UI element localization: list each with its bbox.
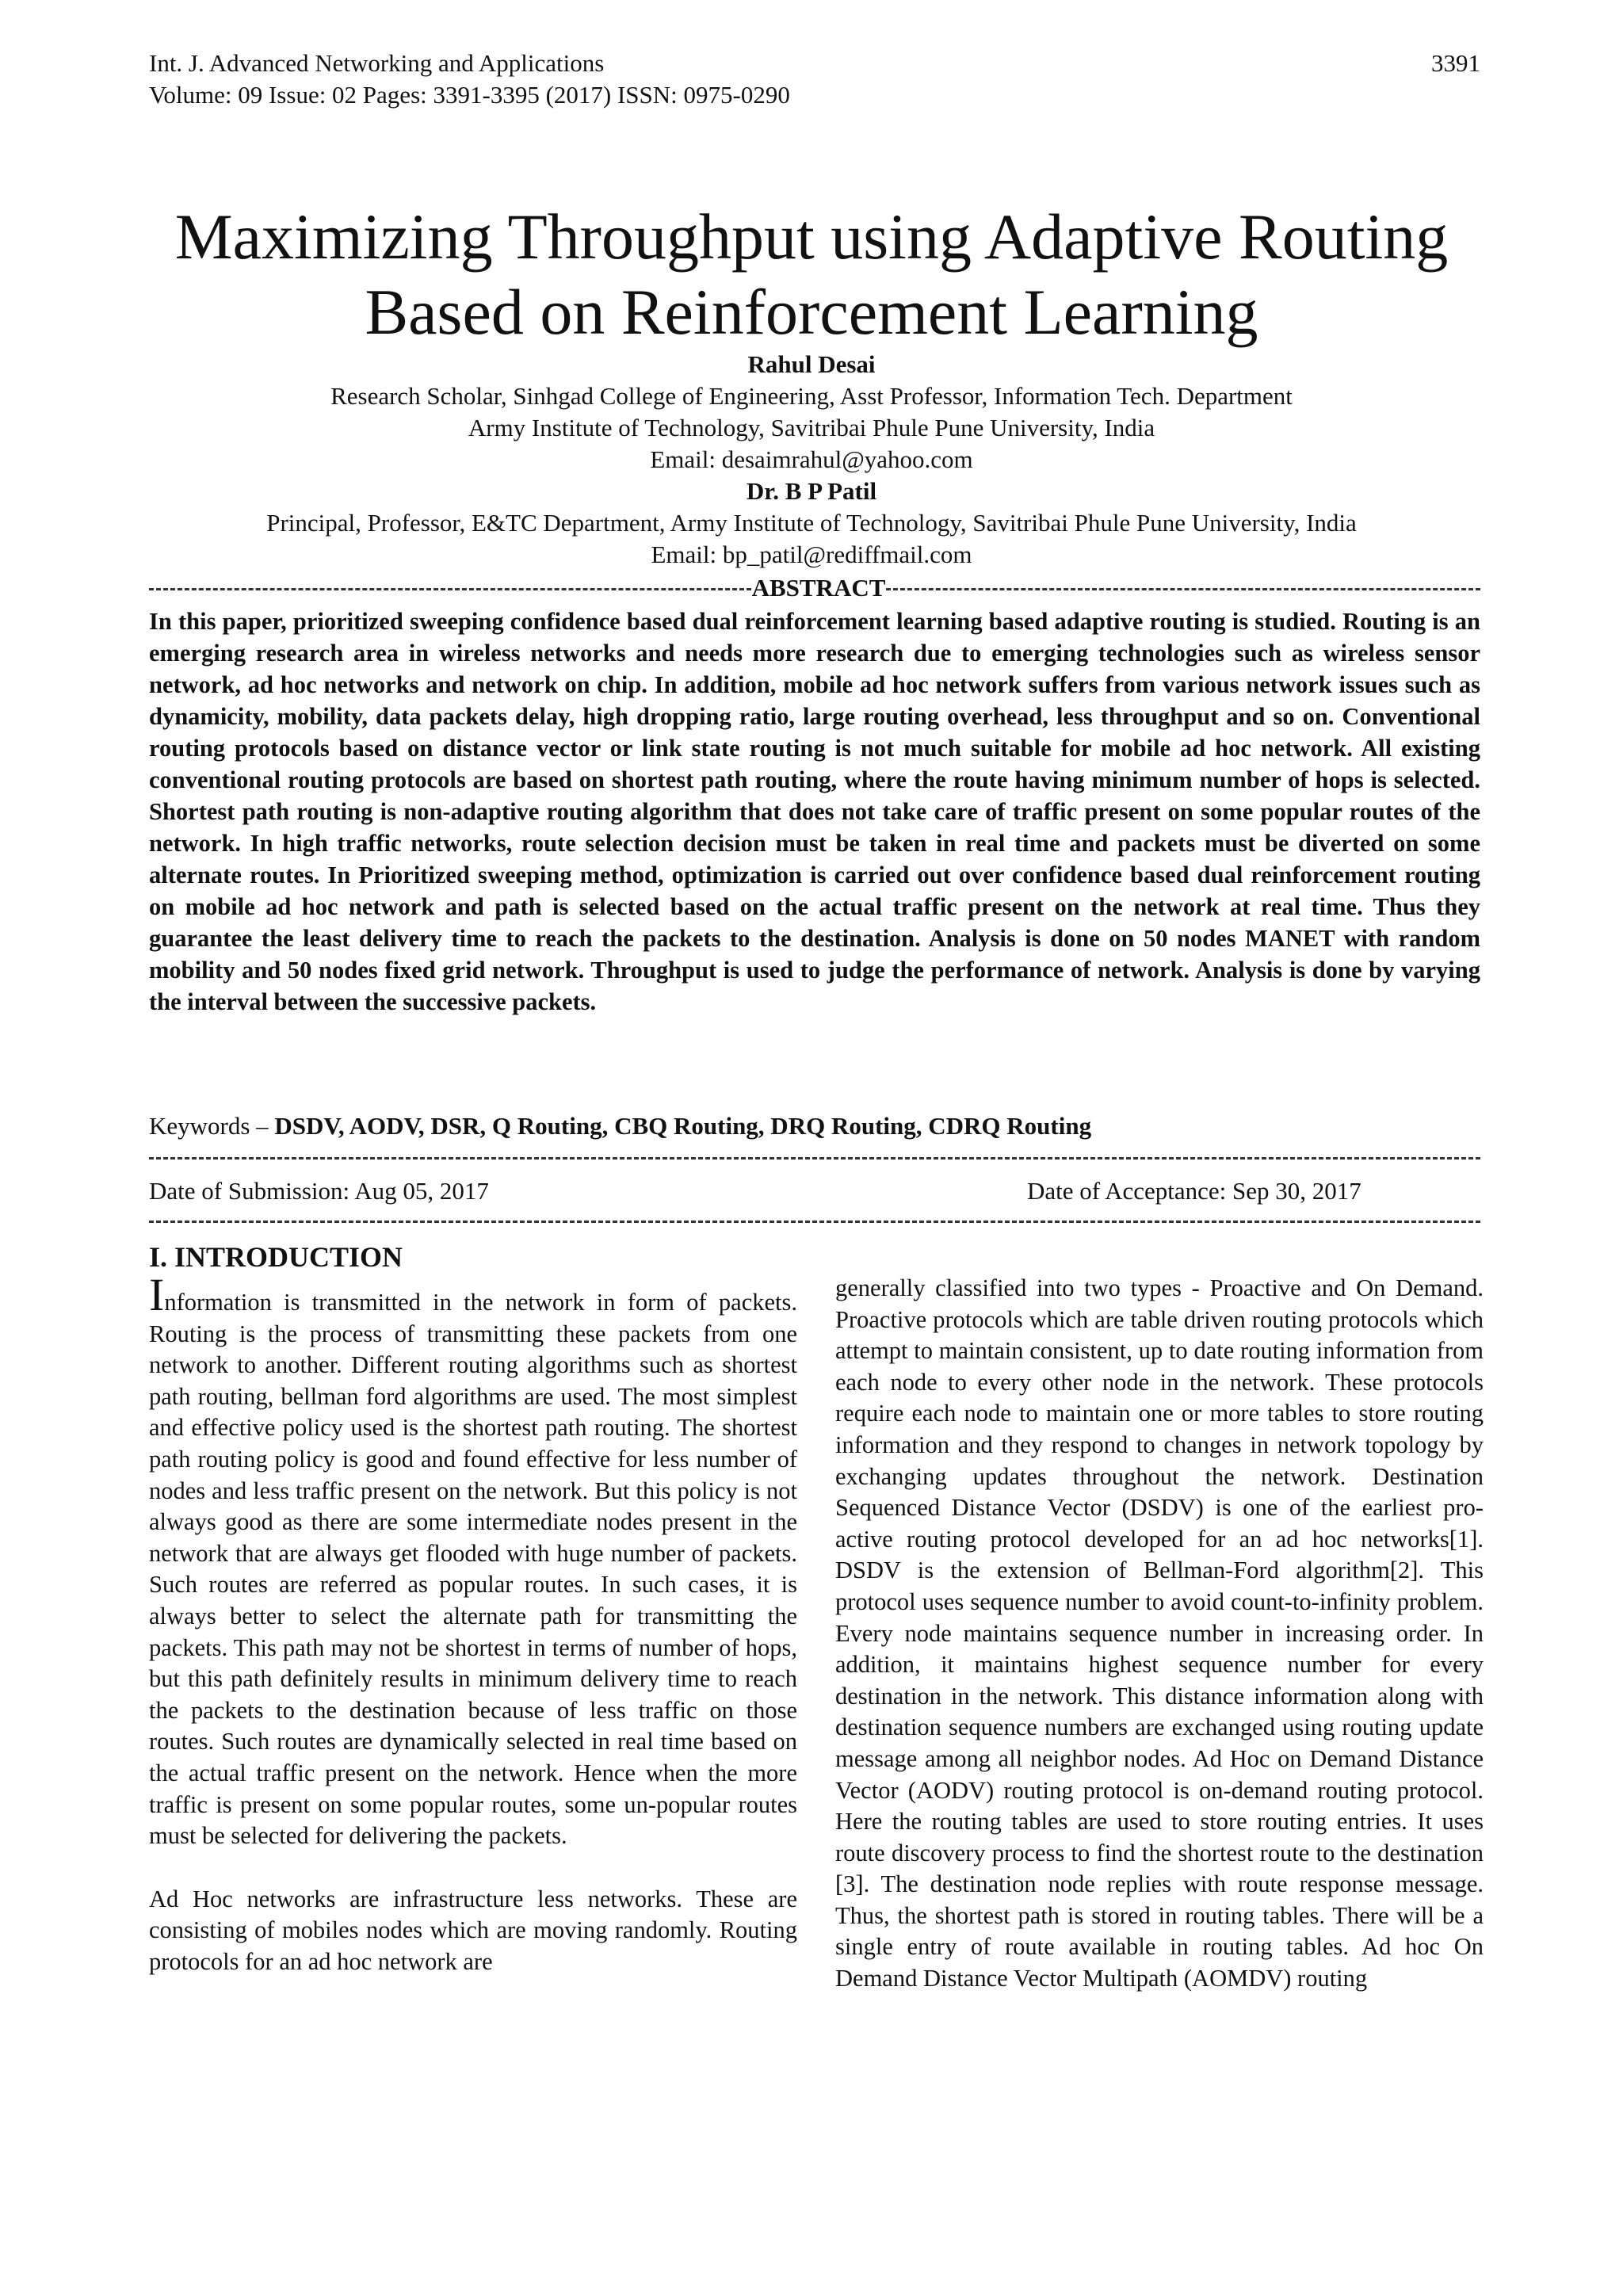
- intro-paragraph-1-text: nformation is transmitted in the network in form of packets. Routing is the process of transmitting these packets from one network to another. Different routing algorithms such as shortest path routing, bellman ford algorithms are used. The most simplest and effective policy used is the shortest path routing. The shortest path routing policy is good and found effective for less number of nodes and less traffic present on the network. But this policy is not always good as there are some intermediate nodes present in the network that are always get flooded with huge number of packets. Such routes are referred as popular routes. In such cases, it is always better to select the alternate path for transmitting the packets. This path may not be shortest in terms of number of hops, but this path definitely results in minimum delivery time to reach the packets to the destination because of less traffic on those routes. Such routes are dynamically selected in real time based on the actual traffic present on the network. Hence when the more traffic is present on some popular routes, some un-popular routes must be selected for delivering the packets.: [149, 1289, 797, 1850]
- drop-cap: I: [149, 1269, 165, 1320]
- paper-title-line-1: Maximizing Throughput using Adaptive Routing: [174, 201, 1449, 273]
- abstract-text: In this paper, prioritized sweeping confidence based dual reinforcement learning based adaptive routing is studied. Routing is an emerging research area in wireless networks and needs more research due to emerging technologies such as wireless sensor network, ad hoc networks and network on chip. In addition, mobile ad hoc network suffers from various network issues such as dynamicity, mobility, data packets delay, high dropping ratio, large routing overhead, less throughput and so on. Conventional routing protocols based on distance vector or link state routing is not much suitable for mobile ad hoc network. All existing conventional routing protocols are based on shortest path routing, where the route having minimum number of hops is selected. Shortest path routing is non-adaptive routing algorithm that does not take care of traffic present on some popular routes of the network. In high traffic networks, route selection decision must be taken in real time and packets must be diverted on some alternate routes. In Prioritized sweeping method, optimization is carried out over confidence based dual reinforcement routing on mobile ad hoc network and path is selected based on the actual traffic present on the network at real time. Thus they guarantee the least delivery time to reach the packets to the destination. Analysis is done on 50 nodes MANET with random mobility and 50 nodes fixed grid network. Throughput is used to judge the performance of network. Analysis is done by varying the interval between the successive packets.: [149, 608, 1480, 1015]
- author-name-2: Dr. B P Patil: [746, 477, 877, 505]
- keywords-label: Keywords –: [149, 1112, 275, 1140]
- author-email-2: Email: bp_patil@rediffmail.com: [651, 541, 972, 568]
- intro-paragraph-3: generally classified into two types - Proactive and On Demand. Proactive protocols which are table driven routing protocols which attempt to maintain consistent, up to date routing information from each node to every other node in the network. These protocols require each node to maintain one or more tables to store routing information and they respond to changes in network topology by exchanging updates throughout the network. Destination Sequenced Distance Vector (DSDV) is one of the earliest pro-active routing protocol developed for an ad hoc networks[1]. DSDV is the extension of Bellman-Ford algorithm[2]. This protocol uses sequence number to avoid count-to-infinity problem. Every node maintains sequence number in increasing order. In addition, it maintains highest sequence number for every destination in the network. This distance information along with destination sequence numbers are exchanged using routing update message among all neighbor nodes. Ad Hoc on Demand Distance Vector (AODV) routing protocol is on-demand routing protocol. Here the routing tables are used to store routing entries. It uses route discovery process to find the shortest route to the destination [3]. The destination node replies with route response message. Thus, the shortest path is stored in routing tables. There will be a single entry of route available in routing tables. Ad hoc On Demand Distance Vector Multipath (AOMDV) routing: [835, 1274, 1484, 1992]
- author-affiliation-1b: Army Institute of Technology, Savitribai Phule Pune University, India: [468, 414, 1155, 441]
- abstract-heading: ABSTRACT: [751, 574, 886, 602]
- paper-title-line-2: Based on Reinforcement Learning: [365, 276, 1258, 348]
- journal-volume-info: Volume: 09 Issue: 02 Pages: 3391-3395 (2017) ISSN: 0975-0290: [149, 81, 790, 109]
- dashed-rule-right: [886, 588, 1480, 590]
- author-affiliation-1a: Research Scholar, Sinhgad College of Engineering, Asst Professor, Information Tech. Department: [330, 382, 1293, 410]
- page-number: 3391: [1431, 49, 1480, 77]
- section-heading: I. INTRODUCTION: [149, 1241, 403, 1273]
- abstract-separator: [149, 572, 1480, 604]
- journal-name: Int. J. Advanced Networking and Applications: [149, 49, 605, 77]
- intro-paragraph-1: [149, 1269, 797, 1852]
- acceptance-date: Date of Acceptance: Sep 30, 2017: [1027, 1177, 1361, 1205]
- keywords-values: DSDV, AODV, DSR, Q Routing, CBQ Routing, DRQ Routing, CDRQ Routing: [274, 1112, 1092, 1140]
- dashed-rule: [149, 1157, 1480, 1159]
- left-column: [149, 1269, 797, 1977]
- right-column: [835, 1273, 1484, 1995]
- intro-paragraph-2: Ad Hoc networks are infrastructure less networks. These are consisting of mobiles nodes which are moving randomly. Routing protocols for an ad hoc network are: [149, 1885, 797, 1975]
- author-email-1: Email: desaimrahul@yahoo.com: [650, 445, 973, 473]
- submission-date: Date of Submission: Aug 05, 2017: [149, 1177, 489, 1205]
- keywords-line: [149, 1110, 1091, 1142]
- dashed-rule-left: [149, 588, 751, 590]
- dashed-rule: [149, 1221, 1480, 1223]
- author-affiliation-2: Principal, Professor, E&TC Department, Army Institute of Technology, Savitribai Phule Pune University, India: [266, 509, 1357, 537]
- author-name-1: Rahul Desai: [747, 350, 876, 378]
